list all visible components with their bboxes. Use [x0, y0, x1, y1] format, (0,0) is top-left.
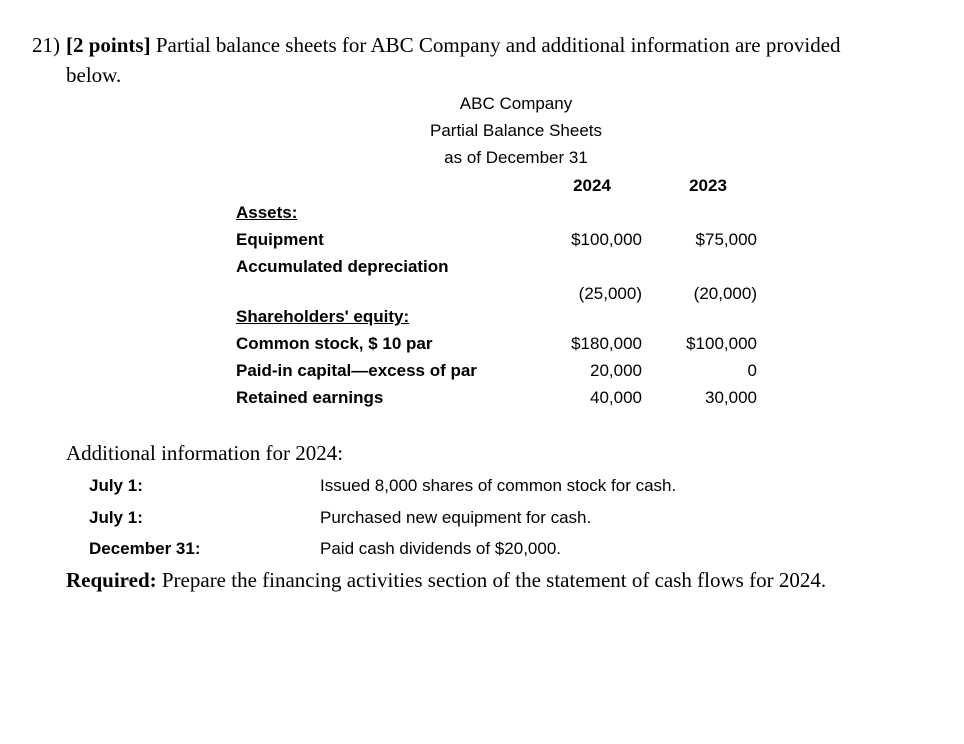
row-label-paid-in-capital: Paid-in capital—excess of par [236, 361, 477, 380]
info-text: Paid cash dividends of $20,000. [320, 539, 562, 558]
question-points: [2 points] [66, 33, 151, 57]
paid-in-capital-2023: 0 [747, 361, 757, 380]
required-text: Prepare the financing activities section of the statement of cash flows for 2024. [161, 568, 827, 592]
retained-earnings-2023: 30,000 [705, 388, 757, 407]
info-date: July 1: [89, 508, 143, 527]
info-text: Purchased new equipment for cash. [320, 508, 592, 527]
required-label: Required: [66, 568, 157, 592]
question-prompt [66, 33, 841, 58]
required-instruction [66, 568, 826, 593]
row-label-common-stock: Common stock, $ 10 par [236, 334, 433, 353]
retained-earnings-2024: 40,000 [590, 388, 642, 407]
common-stock-2023: $100,000 [686, 334, 757, 353]
info-date: July 1: [89, 476, 143, 495]
common-stock-2024: $180,000 [571, 334, 642, 353]
question-text-line2: below. [66, 63, 122, 87]
equity-heading: Shareholders' equity: [236, 307, 410, 326]
info-text: Issued 8,000 shares of common stock for cash. [320, 476, 677, 495]
statement-title: Partial Balance Sheets [430, 121, 602, 140]
statement-date: as of December 31 [444, 148, 588, 167]
column-header-2024: 2024 [573, 176, 611, 195]
column-header-2023: 2023 [689, 176, 727, 195]
paid-in-capital-2024: 20,000 [590, 361, 642, 380]
row-label-retained-earnings: Retained earnings [236, 388, 384, 407]
accumulated-depreciation-2024: (25,000) [578, 284, 642, 303]
additional-info-heading: Additional information for 2024: [66, 441, 344, 465]
equipment-2023: $75,000 [695, 230, 757, 249]
question-number: 21) [32, 33, 60, 57]
row-label-accumulated-depreciation: Accumulated depreciation [236, 257, 449, 276]
accumulated-depreciation-2023: (20,000) [693, 284, 757, 303]
company-name: ABC Company [459, 94, 573, 113]
assets-heading: Assets: [236, 203, 298, 222]
info-date: December 31: [89, 539, 201, 558]
row-label-equipment: Equipment [236, 230, 324, 249]
equipment-2024: $100,000 [571, 230, 642, 249]
question-text-line1: Partial balance sheets for ABC Company and additional information are provided [155, 33, 841, 57]
